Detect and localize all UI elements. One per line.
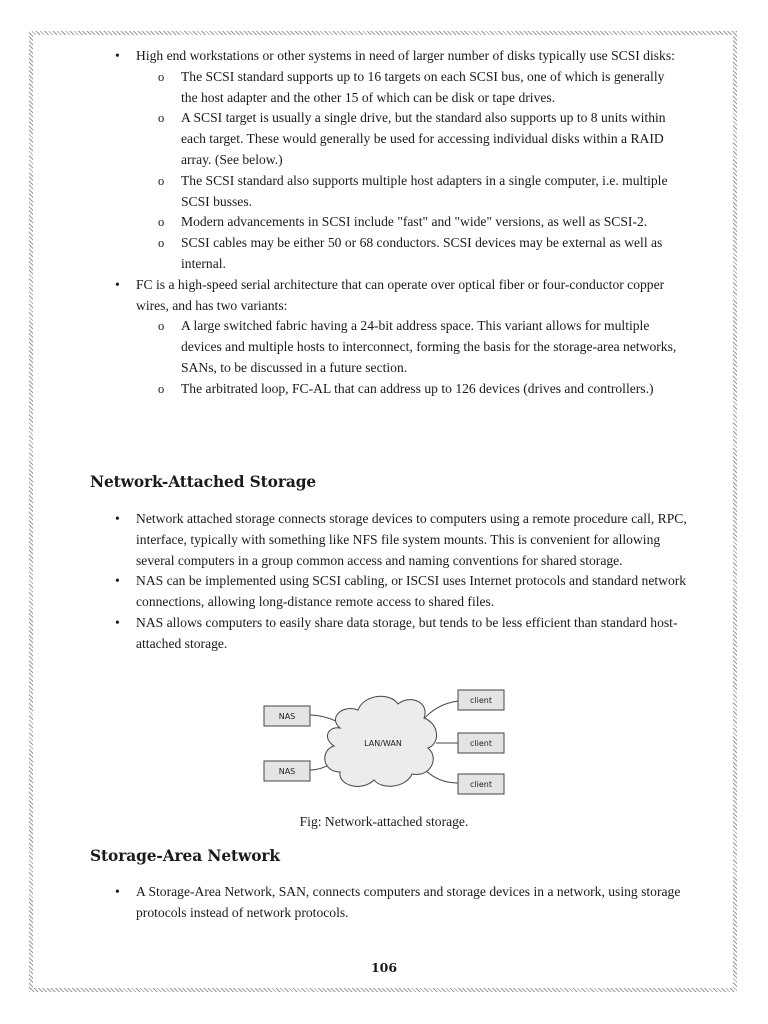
sub-list-item-text: The SCSI standard also supports multiple host adapters in a single computer, i.e. multiple SCSI busses.: [181, 172, 668, 209]
sub-list-item-text: Modern advancements in SCSI include "fast" and "wide" versions, as well as SCSI-2.: [181, 214, 648, 230]
page-number: 106: [370, 960, 398, 975]
list-item-text: High end workstations or other systems in need of larger number of disks typically use SCSI disks:: [136, 48, 675, 63]
nas-label: NAS: [278, 767, 296, 776]
sub-list-item: [136, 108, 681, 170]
sub-list-item-text: The SCSI standard supports up to 16 targets on each SCSI bus, one of which is generally the host adapter and the other 15 of which can be disk or tape drives.: [181, 68, 665, 105]
bullet-icon: •: [115, 276, 120, 292]
bullet-list: [0, 882, 691, 924]
list-item-text: A Storage-Area Network, SAN, connects computers and storage devices in a network, using storage protocols instead of network protocols.: [136, 884, 681, 920]
list-item: [0, 882, 691, 924]
sub-bullet-icon: o: [158, 381, 165, 396]
interface-list-section: [0, 46, 691, 400]
sub-list-item-text: The arbitrated loop, FC-AL that can address up to 126 devices (drives and controllers.): [181, 380, 654, 396]
list-item-text: NAS can be implemented using SCSI cabling, or ISCSI uses Internet protocols and standard network connections, allowing long-distance remote access to shared files.: [136, 573, 687, 610]
sub-bullet-list: [136, 67, 691, 275]
sub-list-item-text: A large switched fabric having a 24-bit address space. This variant allows for multiple devices and multiple hosts to interconnect, forming the basis for the storage-area networks, SANs, to be discussed in a future section.: [181, 318, 677, 375]
bullet-list: [0, 509, 691, 655]
list-item: [0, 46, 691, 275]
sub-list-item-text: A SCSI target is usually a single drive, but the standard also supports up to 8 units within each target. These would generally be used for accessing individual disks within a RAID array. (See below.): [181, 110, 666, 167]
list-item-text: Network attached storage connects storage devices to computers using a remote procedure call, RPC, interface, typically with something like NFS file system mounts. This is convenient for allowing several computers in a group common access and naming conventions for shared storage.: [136, 511, 687, 568]
section-heading-nas: Network-Attached Storage: [90, 473, 317, 491]
bullet-icon: •: [115, 614, 120, 630]
list-item-text: FC is a high-speed serial architecture that can operate over optical fiber or four-conductor copper wires, and has two variants:: [136, 276, 665, 313]
sub-bullet-icon: o: [158, 69, 165, 84]
bullet-icon: •: [115, 573, 120, 589]
sub-bullet-icon: o: [158, 319, 165, 334]
section-heading-san: Storage-Area Network: [90, 847, 280, 865]
sub-list-item: [136, 67, 681, 109]
connector-line: [310, 715, 336, 721]
nas-diagram: [258, 684, 508, 806]
connector-line: [422, 701, 458, 721]
nas-label: NAS: [278, 712, 296, 721]
sub-list-item: [136, 316, 681, 378]
sub-bullet-icon: o: [158, 111, 165, 126]
list-item: [0, 571, 691, 613]
client-label: client: [470, 739, 492, 748]
san-list-section: [0, 882, 691, 924]
bullet-icon: •: [115, 884, 120, 899]
sub-list-item-text: SCSI cables may be either 50 or 68 conductors. SCSI devices may be external as well as internal.: [181, 235, 663, 271]
bullet-list: [0, 46, 691, 400]
sub-bullet-icon: o: [158, 173, 165, 188]
list-item: [0, 275, 691, 400]
sub-list-item: [136, 379, 681, 400]
figure-caption: Fig: Network-attached storage.: [299, 814, 469, 829]
sub-bullet-list: [136, 316, 691, 399]
sub-list-item: [136, 212, 681, 233]
cloud-label: LAN/WAN: [364, 739, 402, 748]
list-item: [0, 509, 691, 571]
nas-diagram-svg: [258, 684, 508, 799]
sub-list-item: [136, 233, 681, 275]
sub-bullet-icon: o: [158, 236, 165, 251]
client-label: client: [470, 696, 492, 705]
list-item-text: NAS allows computers to easily share data storage, but tends to be less efficient than standard host-attached storage.: [136, 614, 678, 651]
bullet-icon: •: [115, 511, 120, 526]
list-item: [0, 613, 691, 655]
nas-list-section: [0, 509, 691, 655]
client-label: client: [470, 780, 492, 789]
bullet-icon: •: [115, 48, 120, 63]
connector-line: [424, 769, 458, 783]
sub-bullet-icon: o: [158, 215, 165, 230]
sub-list-item: [136, 171, 681, 213]
